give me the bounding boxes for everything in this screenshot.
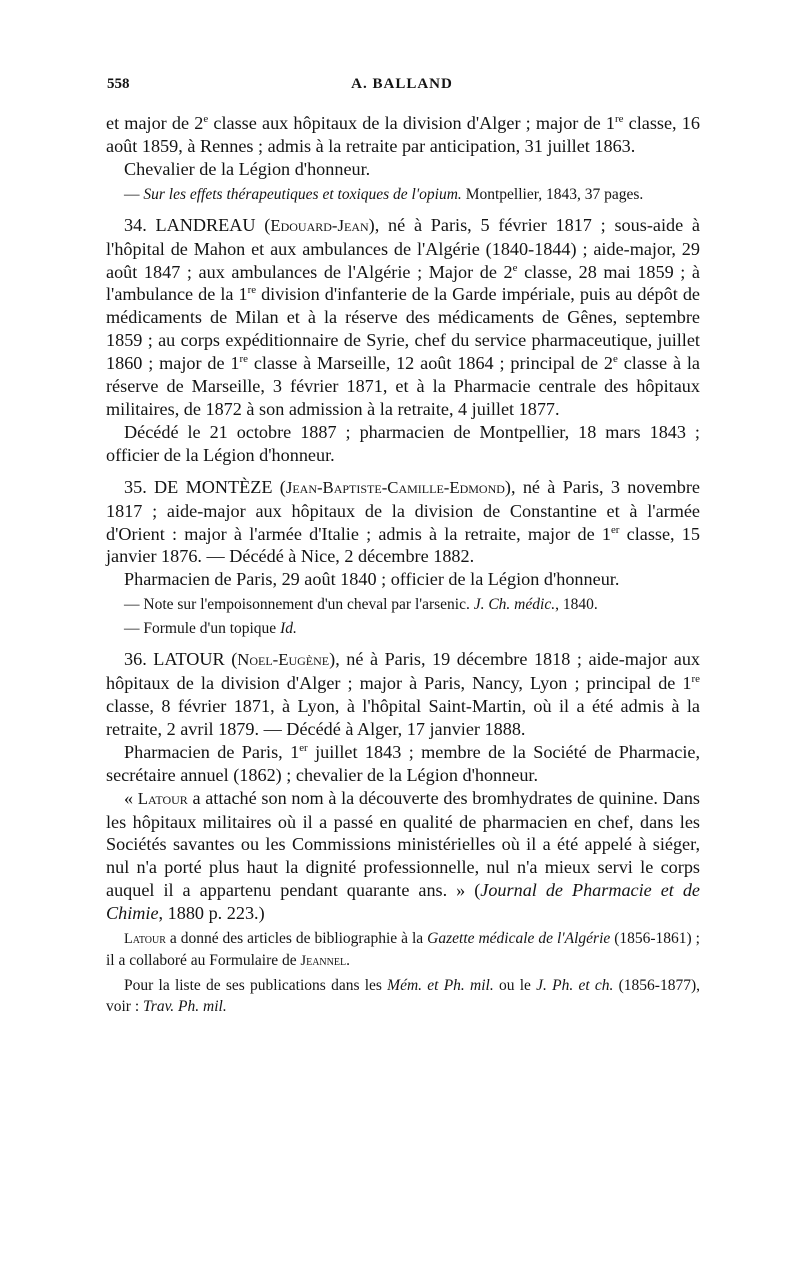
continuation-paragraph: et major de 2e classe aux hôpitaux de la division d'Alger ; major de 1re classe, 16 août 1859, à Rennes ; admis à la retraite par anticipation, 31 juillet 1863. bbox=[106, 112, 700, 156]
entry-36: 36. LATOUR (Noel-Eugène), né à Paris, 19 décembre 1818 ; aide-major aux hôpitaux de la division d'Alger ; major à Paris, Nancy, Lyon ; principal de 1re classe, 8 février 1871, à Lyon, à l'hôpital Saint-Martin, où il a été admis à la retraite, 2 avril 1879. — Décédé à Alger, 17 janvier 1888. bbox=[106, 649, 701, 739]
entry-36-articles: Latour a donné des articles de bibliographie à la Gazette médicale de l'Algérie (1856-1861) ; il a collaboré au Formulaire de Jeannel. bbox=[106, 930, 700, 970]
page-body bbox=[106, 112, 700, 1017]
honor-line: Chevalier de la Légion d'honneur. bbox=[124, 158, 371, 179]
entry-36-publications: Pour la liste de ses publications dans les Mém. et Ph. mil. ou le J. Ph. et ch. (1856-1877), voir : Trav. Ph. mil. bbox=[106, 977, 700, 1016]
entry-35-pharmacien: Pharmacien de Paris, 29 août 1840 ; officier de la Légion d'honneur. bbox=[124, 569, 620, 590]
entry-35-note-1: — Note sur l'empoisonnement d'un cheval par l'arsenic. J. Ch. médic., 1840. bbox=[124, 596, 598, 614]
running-title: A. BALLAND bbox=[351, 76, 453, 92]
page-number: 558 bbox=[107, 76, 130, 92]
entry-34: 34. LANDREAU (Edouard-Jean), né à Paris, 5 février 1817 ; sous-aide à l'hôpital de Mahon et aux ambulances de l'Algérie (1840-1844) ; aide-major, 29 août 1847 ; aux ambulances de l'Algérie ; Major de 2e classe, 28 mai 1859 ; à l'ambulance de la 1re division d'infanterie de la Garde impériale, puis au dépôt de médicaments de Milan et à la réserve des médicaments de Gênes, septembre 1859 ; au corps expéditionnaire de Syrie, chef du service pharmaceutique, juillet 1860 ; major de 1re classe à Marseille, 12 août 1864 ; principal de 2e classe à la réserve de Marseille, 3 février 1871, et à la Pharmacie centrale des hôpitaux militaires, de 1872 à son admission à la retraite, 4 juillet 1877. bbox=[106, 214, 701, 419]
publication-note: — Sur les effets thérapeutiques et toxiques de l'opium. Montpellier, 1843, 37 pages. bbox=[124, 185, 644, 203]
entry-36-pharmacien: Pharmacien de Paris, 1er juillet 1843 ; membre de la Société de Pharmacie, secrétaire annuel (1862) ; chevalier de la Légion d'honneur. bbox=[106, 741, 700, 785]
entry-35: 35. DE MONTÈZE (Jean-Baptiste-Camille-Edmond), né à Paris, 3 novembre 1817 ; aide-major aux hôpitaux de la division de Constantine et à l'armée d'Orient : major à l'armée d'Italie ; admis à la retraite, major de 1er classe, 15 janvier 1876. — Décédé à Nice, 2 décembre 1882. bbox=[106, 476, 700, 567]
entry-34-death: Décédé le 21 octobre 1887 ; pharmacien de Montpellier, 18 mars 1843 ; officier de la Légion d'honneur. bbox=[106, 421, 700, 465]
entry-36-quote: « Latour a attaché son nom à la découverte des bromhydrates de quinine. Dans les hôpitaux militaires où il a passé en qualité de pharmacien en chef, dans les Sociétés savantes ou les Commissions ministérielles où il a été appelé à siéger, nul n'a porté plus haut la dignité professionnelle, nul n'a mieux servi le corps auquel il a appartenu pendant quarante ans. » (Journal de Pharmacie et de Chimie, 1880 p. 223.) bbox=[106, 787, 701, 924]
page-header bbox=[107, 76, 697, 100]
entry-35-note-2: — Formule d'un topique Id. bbox=[124, 620, 297, 638]
